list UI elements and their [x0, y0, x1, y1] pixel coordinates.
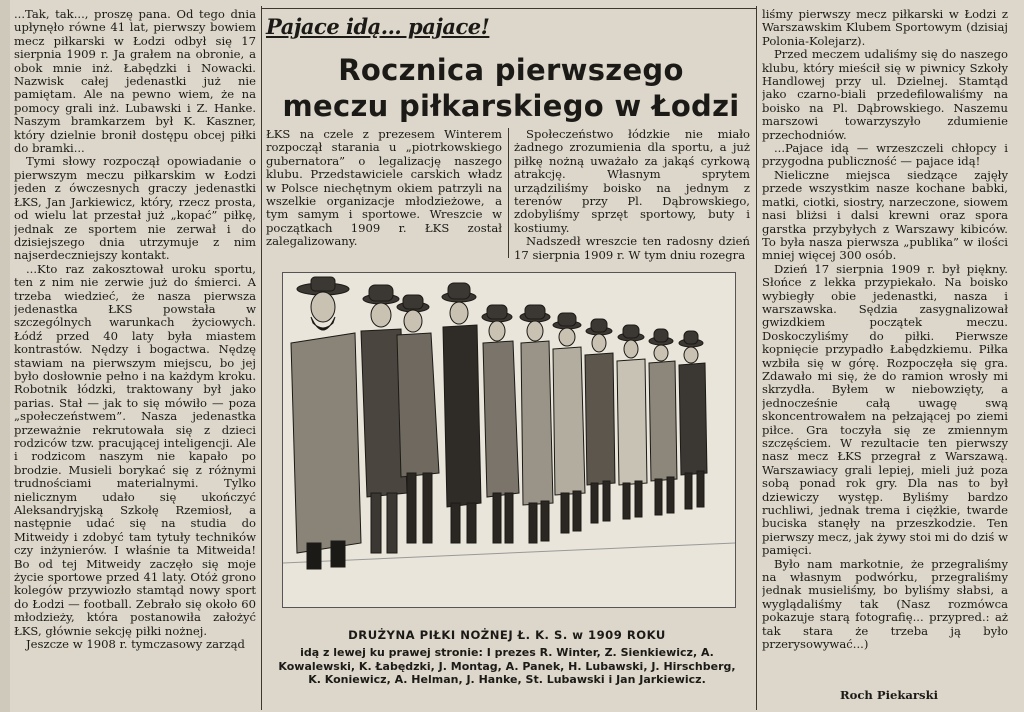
left-paragraph: Tymi słowy rozpoczął opowiadanie o pierwszym meczu piłkarskim w Łodzi jeden z ówczesnych graczy jedenastki ŁKS, Jan Jarkiewicz, który, rzecz prosta, od wielu lat przestał już „kopać” piłkę, jednak ze sportem nie zerwał i do dzisiejszego dnia utrzymuje z nim najserdeczniejszy kontakt. [14, 154, 256, 263]
right-paragraph: ...Pajace idą — wrzeszczeli chłopcy i przygodna publiczność — pajace idą! [762, 141, 1008, 169]
right-column [762, 8, 1008, 686]
left-paragraph: Jeszcze w 1908 r. tymczasowy zarząd [26, 637, 245, 652]
right-paragraph: Przed meczem udaliśmy się do naszego klubu, który mieścił się w piwnicy Szkoły Handlowej przy ul. Dzielnej. Stamtąd jako czarno-biali przedefilowaliśmy na boisko na Pl. Dąbrowskiego. Naszemu marszowi towarzyszyło zdumienie przechodniów. [762, 47, 1008, 142]
team-illustration [282, 272, 736, 608]
kicker-heading: Pajace idą... pajace! [266, 14, 490, 39]
illustration-caption-body: idą z lewej ku prawej stronie: I prezes R. Winter, Z. Sienkiewicz, A. Kowalewski, K. Łabędzki, J. Montag, A. Panek, H. Lubawski, J. Hirschberg, K. Koniewicz, A. Helman, J. Hanke, St. Lubawski i Jan Jarkiewicz. [278, 646, 736, 687]
middle-paragraph: Nadszedł wreszcie ten radosny dzień 17 sierpnia 1909 r. W tym dniu rozegra [514, 234, 750, 262]
left-paragraph: ...Kto raz zakosztował uroku sportu, ten z nim nie zerwie już do śmierci. A trzeba wiedzieć, że nasza pierwsza jedenastka ŁKS powstała w szczególnych warunkach życiowych. Łódź przed 40 laty była miastem kontrastów. Nędzy i bogactwa. Nędzę stawiam na pierwszym miejscu, bo jej było dosłownie pełno i na każdym kroku. Robotnik łódzki, traktowany był jako parias. Stał — jak to się mówiło — poza „społeczeństwem”. Nasza jedenastka przeważnie rekrutowała się z dzieci rodziców tzw. pracującej inteligencji. Ale i rodzicom naszym nie kapało po brodzie. Musieli borykać się z różnymi trudnościami materialnymi. Tylko nielicznym udało się ukończyć Aleksandryjską Szkołę Rzemiosł, a następnie udać się na studia do Mitweidy i zdobyć tam tytuły techników czy inżynierów. I właśnie ta Mitweida! Bo od tej Mitweidy zaczęło się moje życie sportowe przed 41 laty. Otóż grono kolegów przywiozło stamtąd nowy sport do Łodzi — football. Zebrało się około 60 młodzieży, która postanowiła założyć ŁKS, głównie sekcję piłki nożnej. [14, 261, 256, 638]
middle-left-column [266, 128, 502, 262]
page-margin-strip [0, 0, 10, 712]
headline-line: meczu piłkarskiego w Łodzi [282, 89, 740, 123]
column-rule-left [261, 6, 262, 710]
author-signature: Roch Piekarski [840, 688, 939, 702]
page-title [268, 52, 754, 124]
right-paragraph: Dzień 17 sierpnia 1909 r. był piękny. Słońce z lekka przypiekało. Na boisko wybiegły obie jedenastki, nasza i warszawska. Sędzia zasygnalizował gwizdkiem początek meczu. Doskoczyliśmy do piłki. Pierwsze kopnięcie przypadło Łabędzkiemu. Piłka wzbiła się w górę. Rozpoczęła się gra. Zdawało mi się, że do ramion wrosły mi skrzydła. Byłem w niebowzięty, a jednocześnie całą uwagę swą skoncentrowałem na pełzającej po ziemi piłce. Gra toczyła się ze zmiennym szczęściem. W rezultacie ten pierwszy nasz mecz ŁKS przegrał z Warszawą. Warszawiacy grali lepiej, mieli już poza sobą ponad rok gry. Dla nas to był dziewiczy występ. Byliśmy bardzo ruchliwi, jednak trema i ciężkie, twarde buciska stanęły na przeszkodzie. Ten pierwszy mecz, jak żywy stoi mi do dziś w pamięci. [762, 261, 1008, 558]
team-drawing-svg [283, 273, 735, 607]
headline-top-rule [262, 8, 756, 9]
headline-line: Rocznica pierwszego [338, 53, 684, 87]
right-paragraph: Nieliczne miejsca siedzące zajęły przede wszystkim nasze kochane babki, matki, ciotki, siostry, narzeczone, siowem nasi bliżsi i dalsi krewni oraz spora garstka przybyłych z Warszawy kibiców. To była nasza pierwsza „publika” w ilości mniej więcej 300 osób. [762, 167, 1008, 263]
illustration-caption-title: DRUŻYNA PIŁKI NOŻNEJ Ł. K. S. w 1909 ROKU [348, 628, 666, 642]
left-column [14, 8, 256, 708]
column-rule-right [756, 6, 757, 710]
right-paragraph: liśmy pierwszy mecz piłkarski w Łodzi z Warszawskim Klubem Sportowym (dzisiaj Polonia-Kolejarz). [762, 8, 1008, 48]
right-paragraph: Było nam markotnie, że przegraliśmy na własnym podwórku, przegraliśmy jednak musieliśmy, bo byliśmy słabsi, a wyglądaliśmy tak (Nasz rozmówca pokazuje starą fotografię... przypred.: aż tak stara że trzeba ją było przerysowywać...) [762, 556, 1008, 652]
left-paragraph: ...Tak, tak..., proszę pana. Od tego dnia upłynęło równe 41 lat, pierwszy bowiem mecz piłkarski w Łodzi odbył się 17 sierpnia 1909 r. Ja grałem na obronie, a obok mnie inż. Łabędzki i Nowacki. Nazwisk całej jedenastki już nie pamiętam. Ale na pewno wiem, że na pomocy grali inż. Lubawski i Z. Hanke. Naszym bramkarzem był K. Kaszner, który dzielnie bronił dostępu obcej piłki do bramki... [14, 8, 256, 156]
middle-right-column [514, 128, 750, 262]
middle-column-rule [508, 128, 509, 258]
middle-paragraph: Społeczeństwo łódzkie nie miało żadnego zrozumienia dla sportu, a już piłkę nożną uważało za jakąś cyrkową atrakcję. Własnym sprytem urządziliśmy boisko na jednym z terenów przy Pl. Dąbrowskiego, zdobyliśmy sprzęt sportowy, buty i kostiumy. [514, 128, 750, 235]
middle-paragraph: ŁKS na czele z prezesem Winterem rozpoczął starania u „piotrkowskiego gubernatora” o legalizację naszego klubu. Przedstawiciele carskich władz w Polsce niechętnym okiem patrzyli na wszelkie organizacje młodzieżowe, a tym samym i sportowe. Wreszcie w początkach 1909 r. ŁKS został zalegalizowany. [266, 128, 502, 249]
